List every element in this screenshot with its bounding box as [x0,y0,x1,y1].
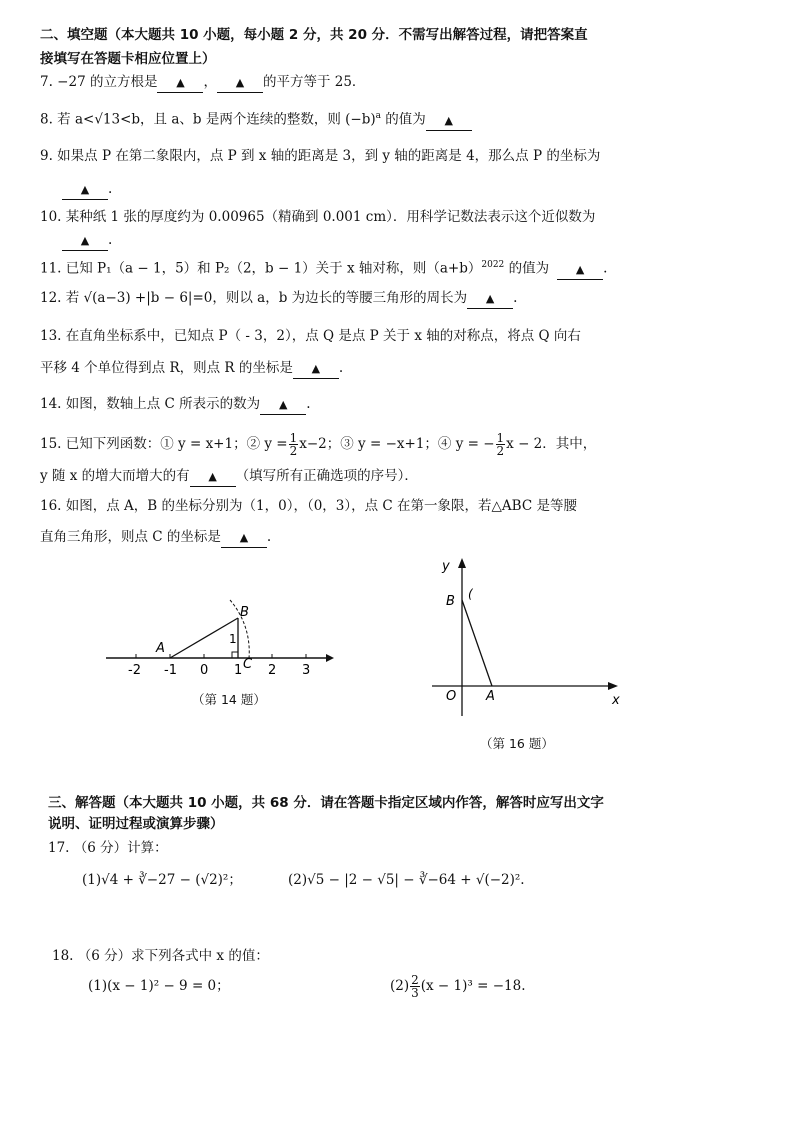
label-A: A [486,689,495,704]
number-line-arrow [326,654,334,662]
figure-16-caption: （第 16 题） [480,736,554,751]
question-9-blank: ▲ . [62,180,112,200]
question-15-line2: y 随 x 的增大而增大的有 ▲ （填写所有正确选项的序号）． [40,467,418,487]
right-angle-mark [232,652,238,658]
question-14: 14. 如图，数轴上点 C 所表示的数为 ▲ . [40,395,310,415]
q8-exponent: a [375,111,381,121]
label-y: y [442,559,450,574]
label-x: x [612,693,620,708]
question-9-line1: 9. 如果点 P 在第二象限内，点 P 到 x 轴的距离是 3，到 y 轴的距离是 4，那么点 P 的坐标为 [40,148,601,164]
figure-16-coordinate-plane [428,552,628,722]
question-16-line1: 16. 如图，点 A，B 的坐标分别为（1，0），（0，3），点 C 在第一象限，若△ABC 是等腰 [40,498,577,514]
question-11: 11. 已知 P₁（a − 1，5）和 P₂（2，b − 1）关于 x 轴对称，则$(a+b)^{2022}$ 的值为 ▲ . [40,256,607,280]
answer-blank: ▲ [217,73,263,93]
label-length-1: 1 [229,632,237,646]
label-B: B [240,605,249,620]
q7-text-b: ， [203,74,217,90]
question-18-head: 18. （6 分）求下列各式中 x 的值： [52,948,269,964]
tick-label-neg2: -2 [128,663,141,678]
question-8 [40,107,472,131]
section-2-title-line2: 接填写在答题卡相应位置上） [40,51,216,67]
segment-AB [170,618,238,658]
fraction-one-half: $\frac{1}{2}$ [289,431,298,458]
q8-text-b: 的值为 [380,111,426,128]
tick-label-1: 1 [234,663,243,678]
answer-blank: ▲ [221,528,267,548]
section-3-title-line2: 说明、证明过程或演算步骤） [48,816,224,832]
question-15-line1: 15. 已知下列函数：① y = x+1；② y = $\frac{1}{2}$ x−2；③ y = −x+1；④ y = − $\frac{1}{2}$ x − 2．其中， [40,431,597,458]
q12-text-a: 12. 若 √(a−3) +|b − 6|=0，则以 a，b 为边长的等腰三角形的周长为 [40,290,468,306]
question-18-part2: (2) $\frac{2}{3}$ (x − 1)³ = −18. [390,973,526,1000]
question-17-part1: (1)√4 + ∛−27 − (√2)²； [82,872,242,888]
answer-blank: ▲ [62,231,108,251]
figure-14-caption: （第 14 题） [192,692,266,707]
question-17-part2: (2)√5 − |2 − √5| − ∛−64 + √(−2)². [288,872,525,888]
answer-blank: ▲ [62,180,108,200]
question-7 [40,73,365,93]
question-12: 12. 若 √(a−3) +|b − 6|=0，则以 a，b 为边长的等腰三角形的周长为 ▲ . [40,289,517,309]
q11-text-a: 11. 已知 P₁（a − 1，5）和 P₂（2，b − 1）关于 x 轴对称，则（a+b） [40,260,482,277]
segment-AB [462,600,492,686]
answer-blank: ▲ [467,289,513,309]
q11-text-b: 的值为 [504,260,550,277]
label-A: A [156,641,165,656]
section-2-title-line1: 二、填空题（本大题共 10 小题，每小题 2 分，共 20 分．不需写出解答过程，请把答案直 [40,27,588,43]
section-3-title-line1: 三、解答题（本大题共 10 小题，共 68 分．请在答题卡指定区域内作答，解答时应写出文字 [48,795,604,811]
answer-blank: ▲ [190,467,236,487]
label-B: B [446,594,455,609]
question-16-line2: 直角三角形，则点 C 的坐标是 ▲ . [40,528,271,548]
label-paren: ( [468,587,473,601]
question-10-line1: 10. 某种纸 1 张的厚度约为 0.00965（精确到 0.001 cm）．用科学记数法表示这个近似数为 [40,209,596,225]
q11-exponent: 2022 [481,260,505,270]
answer-blank: ▲ [157,73,203,93]
q7-text-a: 7. −27 的立方根是 [40,74,158,90]
label-C: C [243,657,253,672]
label-O: O [446,689,457,704]
answer-blank: ▲ [293,359,339,379]
question-18-part1: (1)(x − 1)² − 9 = 0； [88,978,230,994]
question-10-blank: ▲ . [62,231,112,251]
question-13-line1: 13. 在直角坐标系中，已知点 P（ - 3，2），点 Q 是点 P 关于 x 轴的对称点，将点 Q 向右 [40,328,581,344]
q7-text-c: 的平方等于 25． [262,74,366,90]
answer-blank: ▲ [260,395,306,415]
fraction-one-half: $\frac{1}{2}$ [496,431,505,458]
question-13-line2: 平移 4 个单位得到点 R，则点 R 的坐标是 ▲ . [40,359,343,379]
tick-label-0: 0 [200,663,209,678]
fraction-two-thirds: $\frac{2}{3}$ [411,973,419,1000]
answer-blank: ▲ [557,260,603,280]
answer-blank: ▲ [426,111,472,131]
tick-label-3: 3 [302,663,311,678]
x-axis-arrow [608,682,618,690]
q8-text-a: 8. 若 a<√13<b，且 a、b 是两个连续的整数，则 (−b) [40,111,376,128]
tick-label-2: 2 [268,663,277,678]
tick-label-neg1: -1 [164,663,177,678]
y-axis-arrow [458,558,466,568]
question-17-head: 17. （6 分）计算： [48,840,168,856]
